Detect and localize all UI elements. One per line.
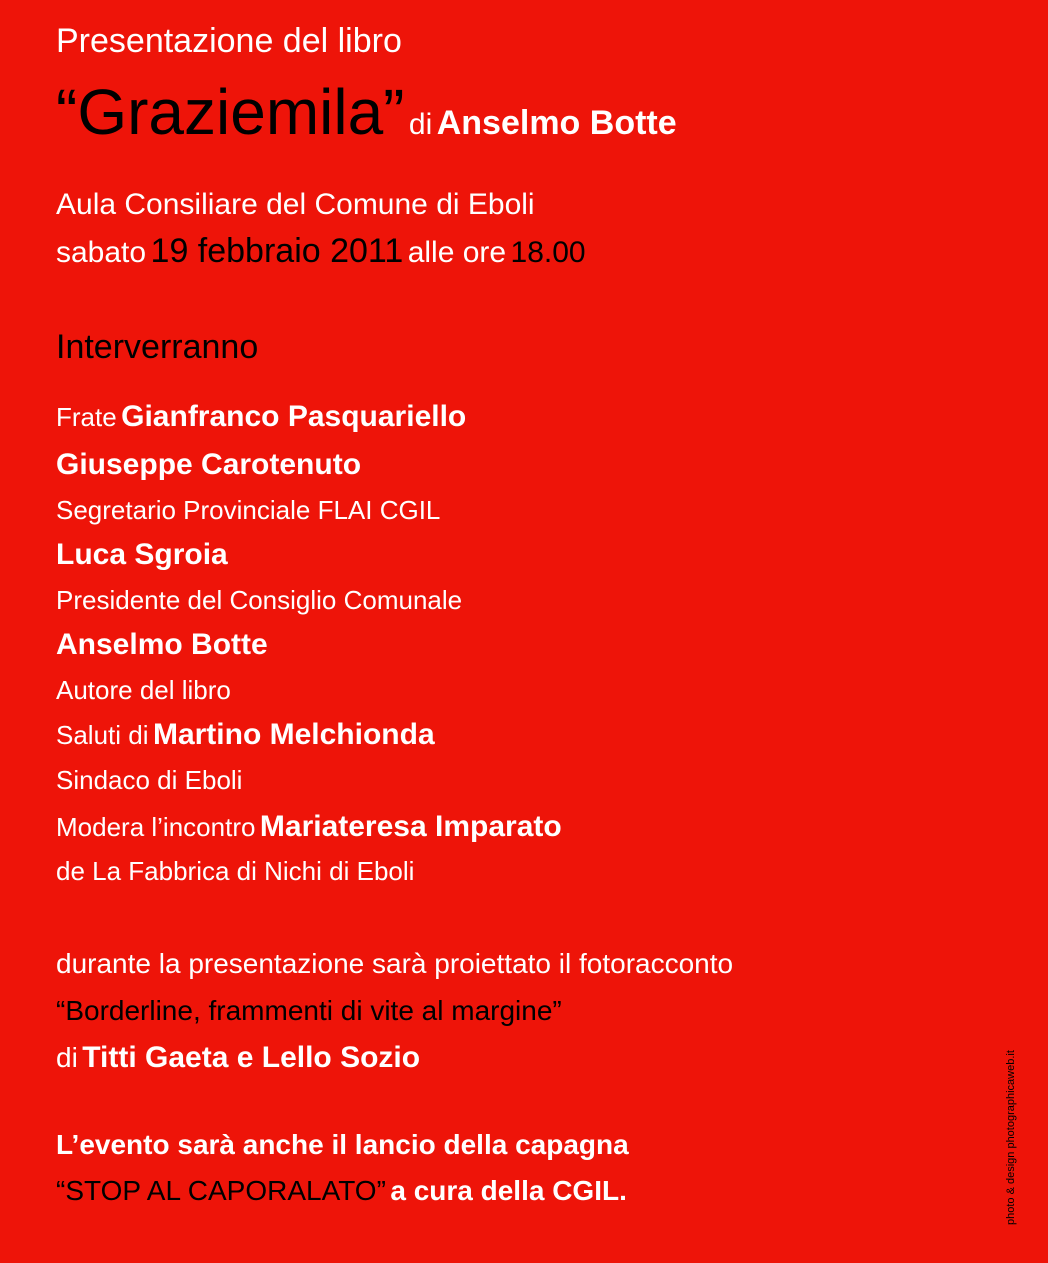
campaign-name: “STOP AL CAPORALATO” [56,1175,386,1206]
speaker-2-name: Giuseppe Carotenuto [56,448,362,481]
speaker-3-name: Luca Sgroia [56,538,228,571]
campaign-suffix: a cura della CGIL. [390,1175,627,1206]
date: 19 febbraio 2011 [150,232,404,270]
day: sabato [56,236,147,269]
speakers-heading: Interverranno [56,328,259,366]
speaker-4-name: Anselmo Botte [56,628,268,661]
speaker-5 [56,720,435,750]
time: 18.00 [510,236,586,269]
venue-datetime [56,234,586,268]
by-label: di [408,108,433,141]
venue-place: Aula Consiliare del Comune di Eboli [56,188,535,221]
campaign-intro: L’evento sarà anche il lancio della capagna [56,1129,629,1160]
time-prefix: alle ore [407,236,507,269]
speaker-2-role: Segretario Provinciale FLAI CGIL [56,495,441,525]
speaker-3-role: Presidente del Consiglio Comunale [56,585,463,615]
campaign-line [56,1177,627,1205]
book-title: “Graziemila” [56,76,405,148]
title-line [56,76,677,148]
speaker-6-prefix: Modera l’incontro [56,812,256,842]
projection-title: “Borderline, frammenti di vite al margine” [56,995,562,1026]
speaker-1-prefix: Frate [56,402,117,432]
author-name: Anselmo Botte [436,104,677,142]
speaker-4-role: Autore del libro [56,675,231,705]
intro-line: Presentazione del libro [56,22,402,60]
projection-by: di [56,1042,78,1073]
projection-authors: Titti Gaeta e Lello Sozio [82,1041,421,1074]
speaker-1 [56,402,466,432]
design-credit: photo & design photographicaweb.it [1005,1050,1017,1225]
projection-authors-line [56,1043,420,1073]
speaker-6-name: Mariateresa Imparato [259,810,562,843]
speaker-5-name: Martino Melchionda [152,718,435,751]
projection-intro: durante la presentazione sarà proiettato il fotoracconto [56,948,734,979]
speaker-6 [56,812,562,842]
speaker-1-name: Gianfranco Pasquariello [121,400,467,433]
speaker-6-role: de La Fabbrica di Nichi di Eboli [56,856,415,886]
speaker-5-role: Sindaco di Eboli [56,765,243,795]
speaker-5-prefix: Saluti di [56,720,149,750]
